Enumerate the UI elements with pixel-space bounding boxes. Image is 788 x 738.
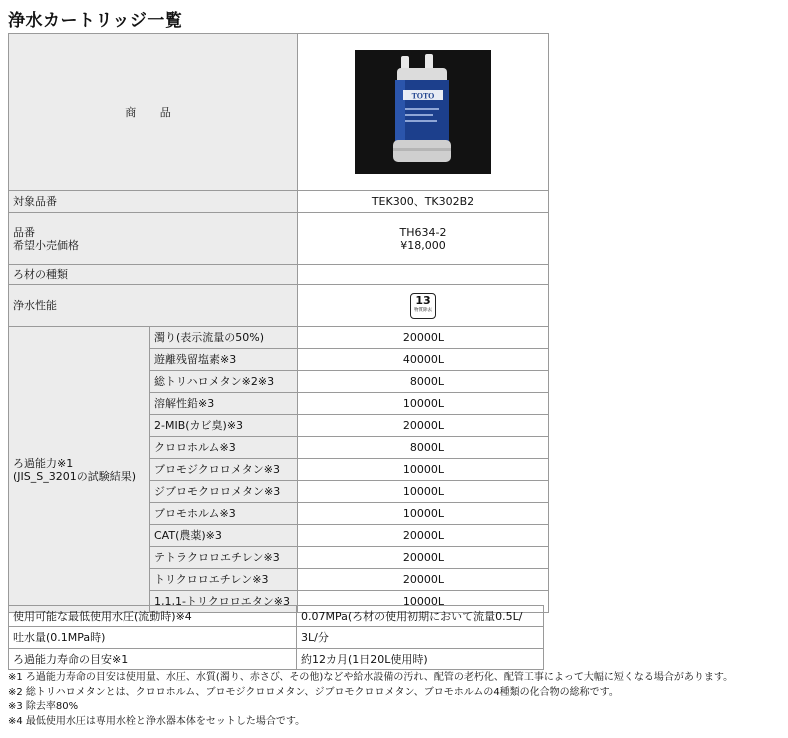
filtration-item-name: 溶解性鉛※3	[150, 393, 298, 415]
filtration-item-name: 遊離残留塩素※3	[150, 349, 298, 371]
product-label-cell	[9, 34, 298, 191]
filtration-item-value: 10000L	[298, 591, 549, 613]
filtration-capacity-label-cell	[9, 327, 150, 613]
purification-performance-value	[298, 285, 549, 327]
min-pressure-value: 0.07MPa(ろ材の使用初期において流量0.5L/	[297, 606, 544, 627]
part-number-label: 品番	[13, 225, 35, 239]
toto-logo: TOTO	[411, 91, 435, 101]
cartridge-spec-table	[8, 33, 549, 613]
purification-performance-label: 浄水性能	[9, 285, 298, 327]
filtration-item-value: 10000L	[298, 393, 549, 415]
filtration-item-value: 20000L	[298, 327, 549, 349]
target-model-value: TEK300、TK302B2	[298, 191, 549, 213]
filter-media-value	[298, 265, 549, 285]
filtration-item-name: ジブロモクロロメタン※3	[150, 481, 298, 503]
badge-number: 13	[415, 293, 431, 307]
filtration-item-name: 1,1,1-トリクロロエタン※3	[150, 591, 298, 613]
filter-media-label: ろ材の種類	[9, 265, 298, 285]
flow-rate-label: 吐水量(0.1MPa時)	[9, 627, 297, 649]
product-label: 商 品	[125, 105, 181, 119]
filtration-item-value: 20000L	[298, 569, 549, 591]
page-title: 浄水カートリッジ一覧	[8, 11, 183, 31]
badge-text: 物質除去	[413, 306, 432, 313]
filtration-item-name: ブロモホルム※3	[150, 503, 298, 525]
filtration-item-value: 10000L	[298, 459, 549, 481]
min-pressure-label: 使用可能な最低使用水圧(流動時)※4	[9, 606, 297, 627]
target-model-label: 対象品番	[9, 191, 298, 213]
flow-rate-value: 3L/分	[297, 627, 544, 649]
filtration-item-name: 2-MIB(カビ臭)※3	[150, 415, 298, 437]
footnote-3: ※3 除去率80%	[8, 701, 79, 712]
filtration-item-value: 40000L	[298, 349, 549, 371]
filtration-item-value: 20000L	[298, 547, 549, 569]
filtration-item-name: ブロモジクロロメタン※3	[150, 459, 298, 481]
filtration-item-value: 8000L	[298, 437, 549, 459]
filtration-item-value: 8000L	[298, 371, 549, 393]
filter-life-label: ろ過能力寿命の目安※1	[9, 649, 297, 670]
filtration-capacity-sublabel: (JIS_S_3201の試験結果)	[13, 469, 137, 483]
filtration-capacity-label: ろ過能力※1	[13, 456, 74, 470]
filtration-item-name: 総トリハロメタン※2※3	[150, 371, 298, 393]
filtration-item-value: 20000L	[298, 415, 549, 437]
part-price-label-cell	[9, 213, 298, 265]
substance-removal-badge	[410, 293, 436, 319]
filtration-item-name: CAT(農薬)※3	[150, 525, 298, 547]
filtration-item-value: 10000L	[298, 503, 549, 525]
filtration-item-value: 20000L	[298, 525, 549, 547]
footnote-4: ※4 最低使用水圧は専用水栓と浄水器本体をセットした場合です。	[8, 715, 306, 727]
footnote-1: ※1 ろ過能力寿命の目安は使用量、水圧、水質(濁り、赤さび、その他)などや給水設備の汚れ、配管の老朽化、配管工事によって大幅に短くなる場合があります。	[8, 672, 734, 683]
bottom-spec-table	[8, 605, 544, 670]
part-price-value-cell	[298, 213, 549, 265]
filtration-item-name: 濁り(表示流量の50%)	[150, 327, 298, 349]
filtration-item-name: テトラクロロエチレン※3	[150, 547, 298, 569]
footnotes	[8, 671, 784, 729]
filter-life-value: 約12カ月(1日20L使用時)	[297, 649, 544, 670]
cartridge-icon	[355, 50, 491, 174]
product-image-cell	[298, 34, 549, 191]
filtration-item-name: クロロホルム※3	[150, 437, 298, 459]
filtration-item-name: トリクロロエチレン※3	[150, 569, 298, 591]
cartridge-photo	[355, 50, 491, 174]
retail-price-value: ¥18,000	[400, 238, 446, 252]
retail-price-label: 希望小売価格	[13, 238, 79, 252]
part-number-value: TH634-2	[399, 225, 447, 239]
filtration-item-value: 10000L	[298, 481, 549, 503]
footnote-2: ※2 総トリハロメタンとは、クロロホルム、ブロモジクロロメタン、ジブロモクロロメタン、ブロモホルムの4種類の化合物の総称です。	[8, 686, 619, 698]
